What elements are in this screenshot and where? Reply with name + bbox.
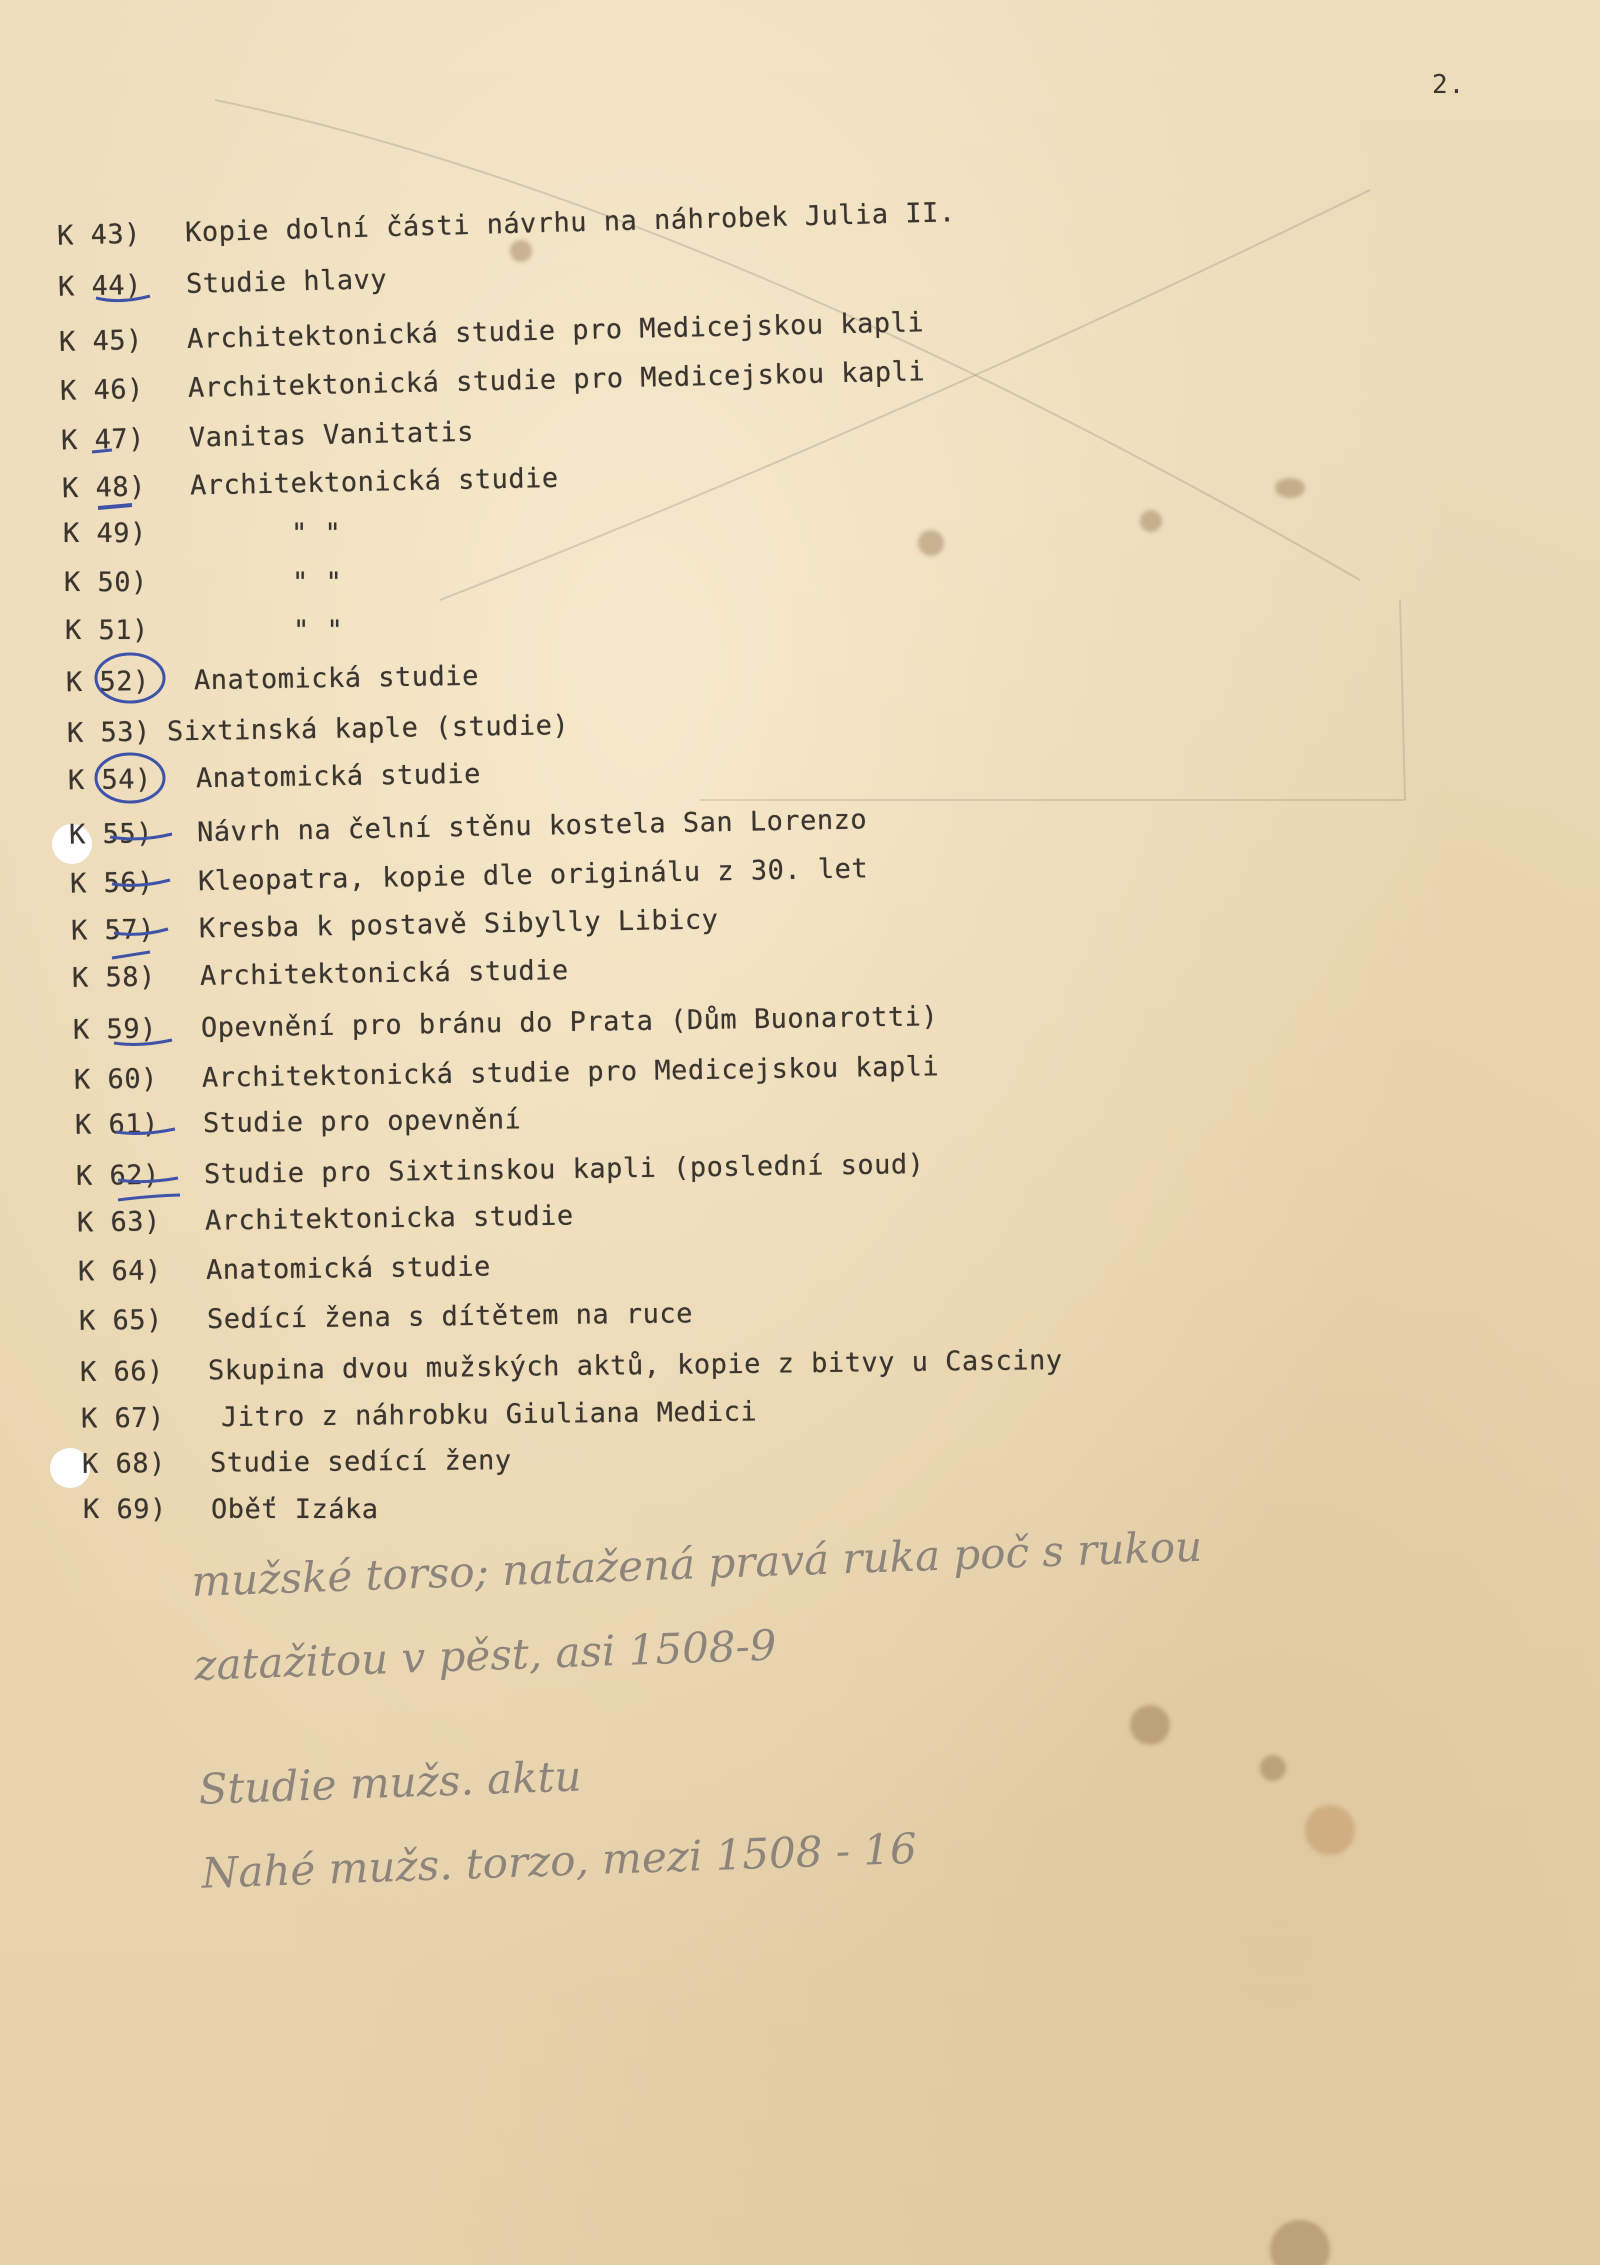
- list-item: K 55) Návrh na čelní stěnu kostela San Lorenzo: [68, 804, 868, 851]
- list-item: K 64) Anatomická studie: [77, 1251, 492, 1288]
- list-item: K 49) " ": [63, 518, 342, 549]
- list-item: K 45) Architektonická studie pro Medicejskou kapli: [58, 307, 925, 358]
- list-item: K 44) Studie hlavy: [57, 264, 388, 303]
- list-item: K 65) Sedící žena s dítětem na ruce: [78, 1298, 694, 1337]
- list-item: K 61) Studie pro opevnění: [74, 1104, 522, 1141]
- list-item: K 68) Studie sedící ženy: [81, 1445, 512, 1480]
- list-item: K 47) Vanitas Vanitatis: [60, 416, 475, 457]
- handwritten-note: zatažitou v pěst, asi 1508-9: [193, 1620, 778, 1690]
- list-item: K 54) Anatomická studie: [67, 758, 482, 797]
- list-item: K 43) Kopie dolní části návrhu na náhrobek Julia II.: [56, 197, 956, 252]
- list-item: K 67) Jitro z náhrobku Giuliana Medici: [80, 1396, 758, 1435]
- list-item: K 63) Architektonicka studie: [76, 1200, 574, 1239]
- page-number: 2.: [1432, 70, 1466, 100]
- list-item: K 59) Opevnění pro bránu do Prata (Dům Buonarotti): [72, 1001, 939, 1046]
- list-item: K 69) Oběť Izáka: [83, 1494, 379, 1525]
- list-item: K 56) Kleopatra, kopie dle originálu z 30. let: [69, 853, 869, 900]
- list-item: K 51) " ": [65, 615, 344, 646]
- list-item: K 48) Architektonická studie: [61, 462, 559, 505]
- handwritten-notes: [190, 1495, 1502, 1916]
- handwritten-note: Studie mužs. aktu: [197, 1751, 583, 1814]
- list-item: K 60) Architektonická studie pro Medicejskou kapli: [73, 1051, 940, 1096]
- list-item: K 57) Kresba k postavě Sibylly Libicy: [70, 904, 719, 947]
- list-item: K 46) Architektonická studie pro Medicejskou kapli: [59, 356, 926, 407]
- handwritten-note: Nahé mužs. torzo, mezi 1508 - 16: [200, 1823, 918, 1898]
- list-item: K 62) Studie pro Sixtinskou kapli (poslední soud): [75, 1149, 925, 1192]
- list-item: K 58) Architektonická studie: [71, 955, 569, 994]
- list-item: K 53) Sixtinská kaple (studie): [66, 710, 570, 749]
- list-item: K 52) Anatomická studie: [65, 660, 480, 699]
- handwritten-note: mužské torso; natažená pravá ruka poč s rukou: [190, 1521, 1203, 1606]
- list-item: K 66) Skupina dvou mužských aktů, kopie z bitvy u Casciny: [79, 1344, 1063, 1389]
- list-item: K 50) " ": [64, 567, 343, 598]
